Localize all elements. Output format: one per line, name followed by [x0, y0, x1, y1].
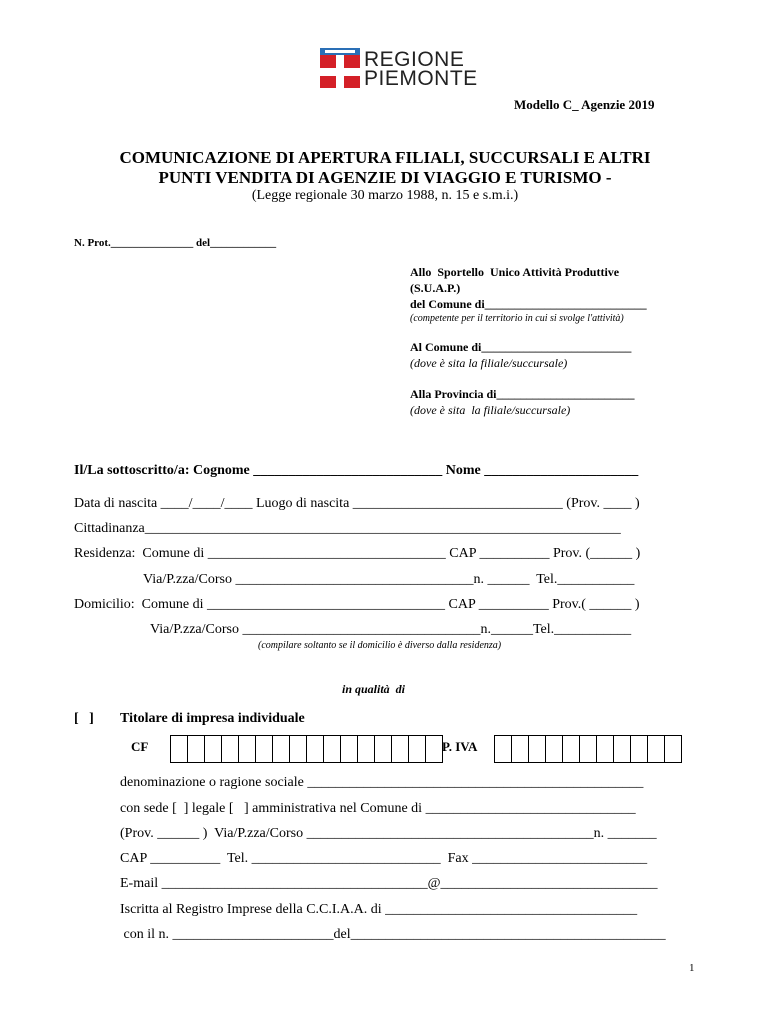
region-logo [320, 48, 478, 90]
suap-note: (competente per il territorio in cui si svolge l'attività) [410, 313, 624, 324]
registro-imprese-field-line[interactable]: Iscritta al Registro Imprese della C.C.I.A.A. di ____________________________________ [120, 902, 638, 917]
comune-line[interactable]: Al Comune di_________________________ [410, 340, 632, 354]
denominazione-field-line[interactable]: denominazione o ragione sociale ________________________________________________ [120, 775, 644, 790]
registro-number-field-line[interactable]: con il n. _______________________del_____________________________________________ [120, 927, 666, 942]
title-line1: COMUNICAZIONE DI APERTURA FILIALI, SUCCURSALI E ALTRI [119, 148, 651, 167]
piva-label: P. IVA [442, 739, 478, 754]
piemonte-crest-icon [320, 48, 360, 88]
provincia-line[interactable]: Alla Provincia di_______________________ [410, 387, 635, 401]
model-label: Modello C_ Agenzie 2019 [514, 97, 655, 112]
logo-text-piemonte: PIEMONTE [364, 67, 478, 90]
prov-field-line[interactable]: (Prov. ______ ) Via/P.zza/Corso _________________________________________n. _______ [120, 826, 657, 841]
sede-field-line[interactable]: con sede [ ] legale [ ] amministrativa nel Comune di ______________________________ [120, 801, 636, 816]
name-field-line[interactable]: Il/La sottoscritto/a: Cognome ___________________________ Nome ______________________ [74, 463, 639, 478]
suap-line2: (S.U.A.P.) [410, 281, 461, 295]
suap-line3[interactable]: del Comune di___________________________ [410, 297, 647, 311]
cf-label: CF [131, 739, 149, 754]
title-subtitle: (Legge regionale 30 marzo 1988, n. 15 e s.m.i.) [251, 188, 519, 203]
comune-note: (dove è sita la filiale/succursale) [410, 356, 568, 370]
individual-owner-checkbox[interactable]: [ ] [74, 711, 94, 726]
capacity-heading: in qualità di [342, 682, 406, 696]
birth-field-line[interactable]: Data di nascita ____/____/____ Luogo di nascita ______________________________ (Prov. ____ ) [74, 496, 640, 511]
title-line2: PUNTI VENDITA DI AGENZIE DI VIAGGIO E TURISMO - [158, 168, 612, 187]
provincia-note: (dove è sita la filiale/succursale) [410, 403, 571, 417]
protocol-line: N. Prot._______________ del____________ [74, 237, 277, 249]
email-field-line[interactable]: E-mail ______________________________________@_______________________________ [120, 876, 658, 891]
cap-tel-fax-field-line[interactable]: CAP __________ Tel. ___________________________ Fax _________________________ [120, 851, 648, 866]
individual-owner-label: Titolare di impresa individuale [120, 711, 305, 726]
page-number: 1 [689, 962, 695, 974]
domicile-field-line1[interactable]: Domicilio: Comune di __________________________________ CAP __________ Prov.( ______ ) [74, 597, 640, 612]
residence-field-line2[interactable]: Via/P.zza/Corso __________________________________n. ______ Tel.___________ [143, 572, 635, 587]
cf-input-grid[interactable] [170, 735, 443, 763]
logo-text-regione: REGIONE [364, 48, 465, 71]
domicile-field-line2[interactable]: Via/P.zza/Corso __________________________________n.______Tel.___________ [150, 622, 632, 637]
citizenship-field-line[interactable]: Cittadinanza____________________________________________________________________ [74, 521, 621, 536]
suap-line1: Allo Sportello Unico Attività Produttive [410, 265, 620, 279]
piva-input-grid[interactable] [494, 735, 682, 763]
domicile-note: (compilare soltanto se il domicilio è diverso dalla residenza) [258, 640, 502, 651]
residence-field-line1[interactable]: Residenza: Comune di __________________________________ CAP __________ Prov. (______ ) [74, 546, 641, 561]
